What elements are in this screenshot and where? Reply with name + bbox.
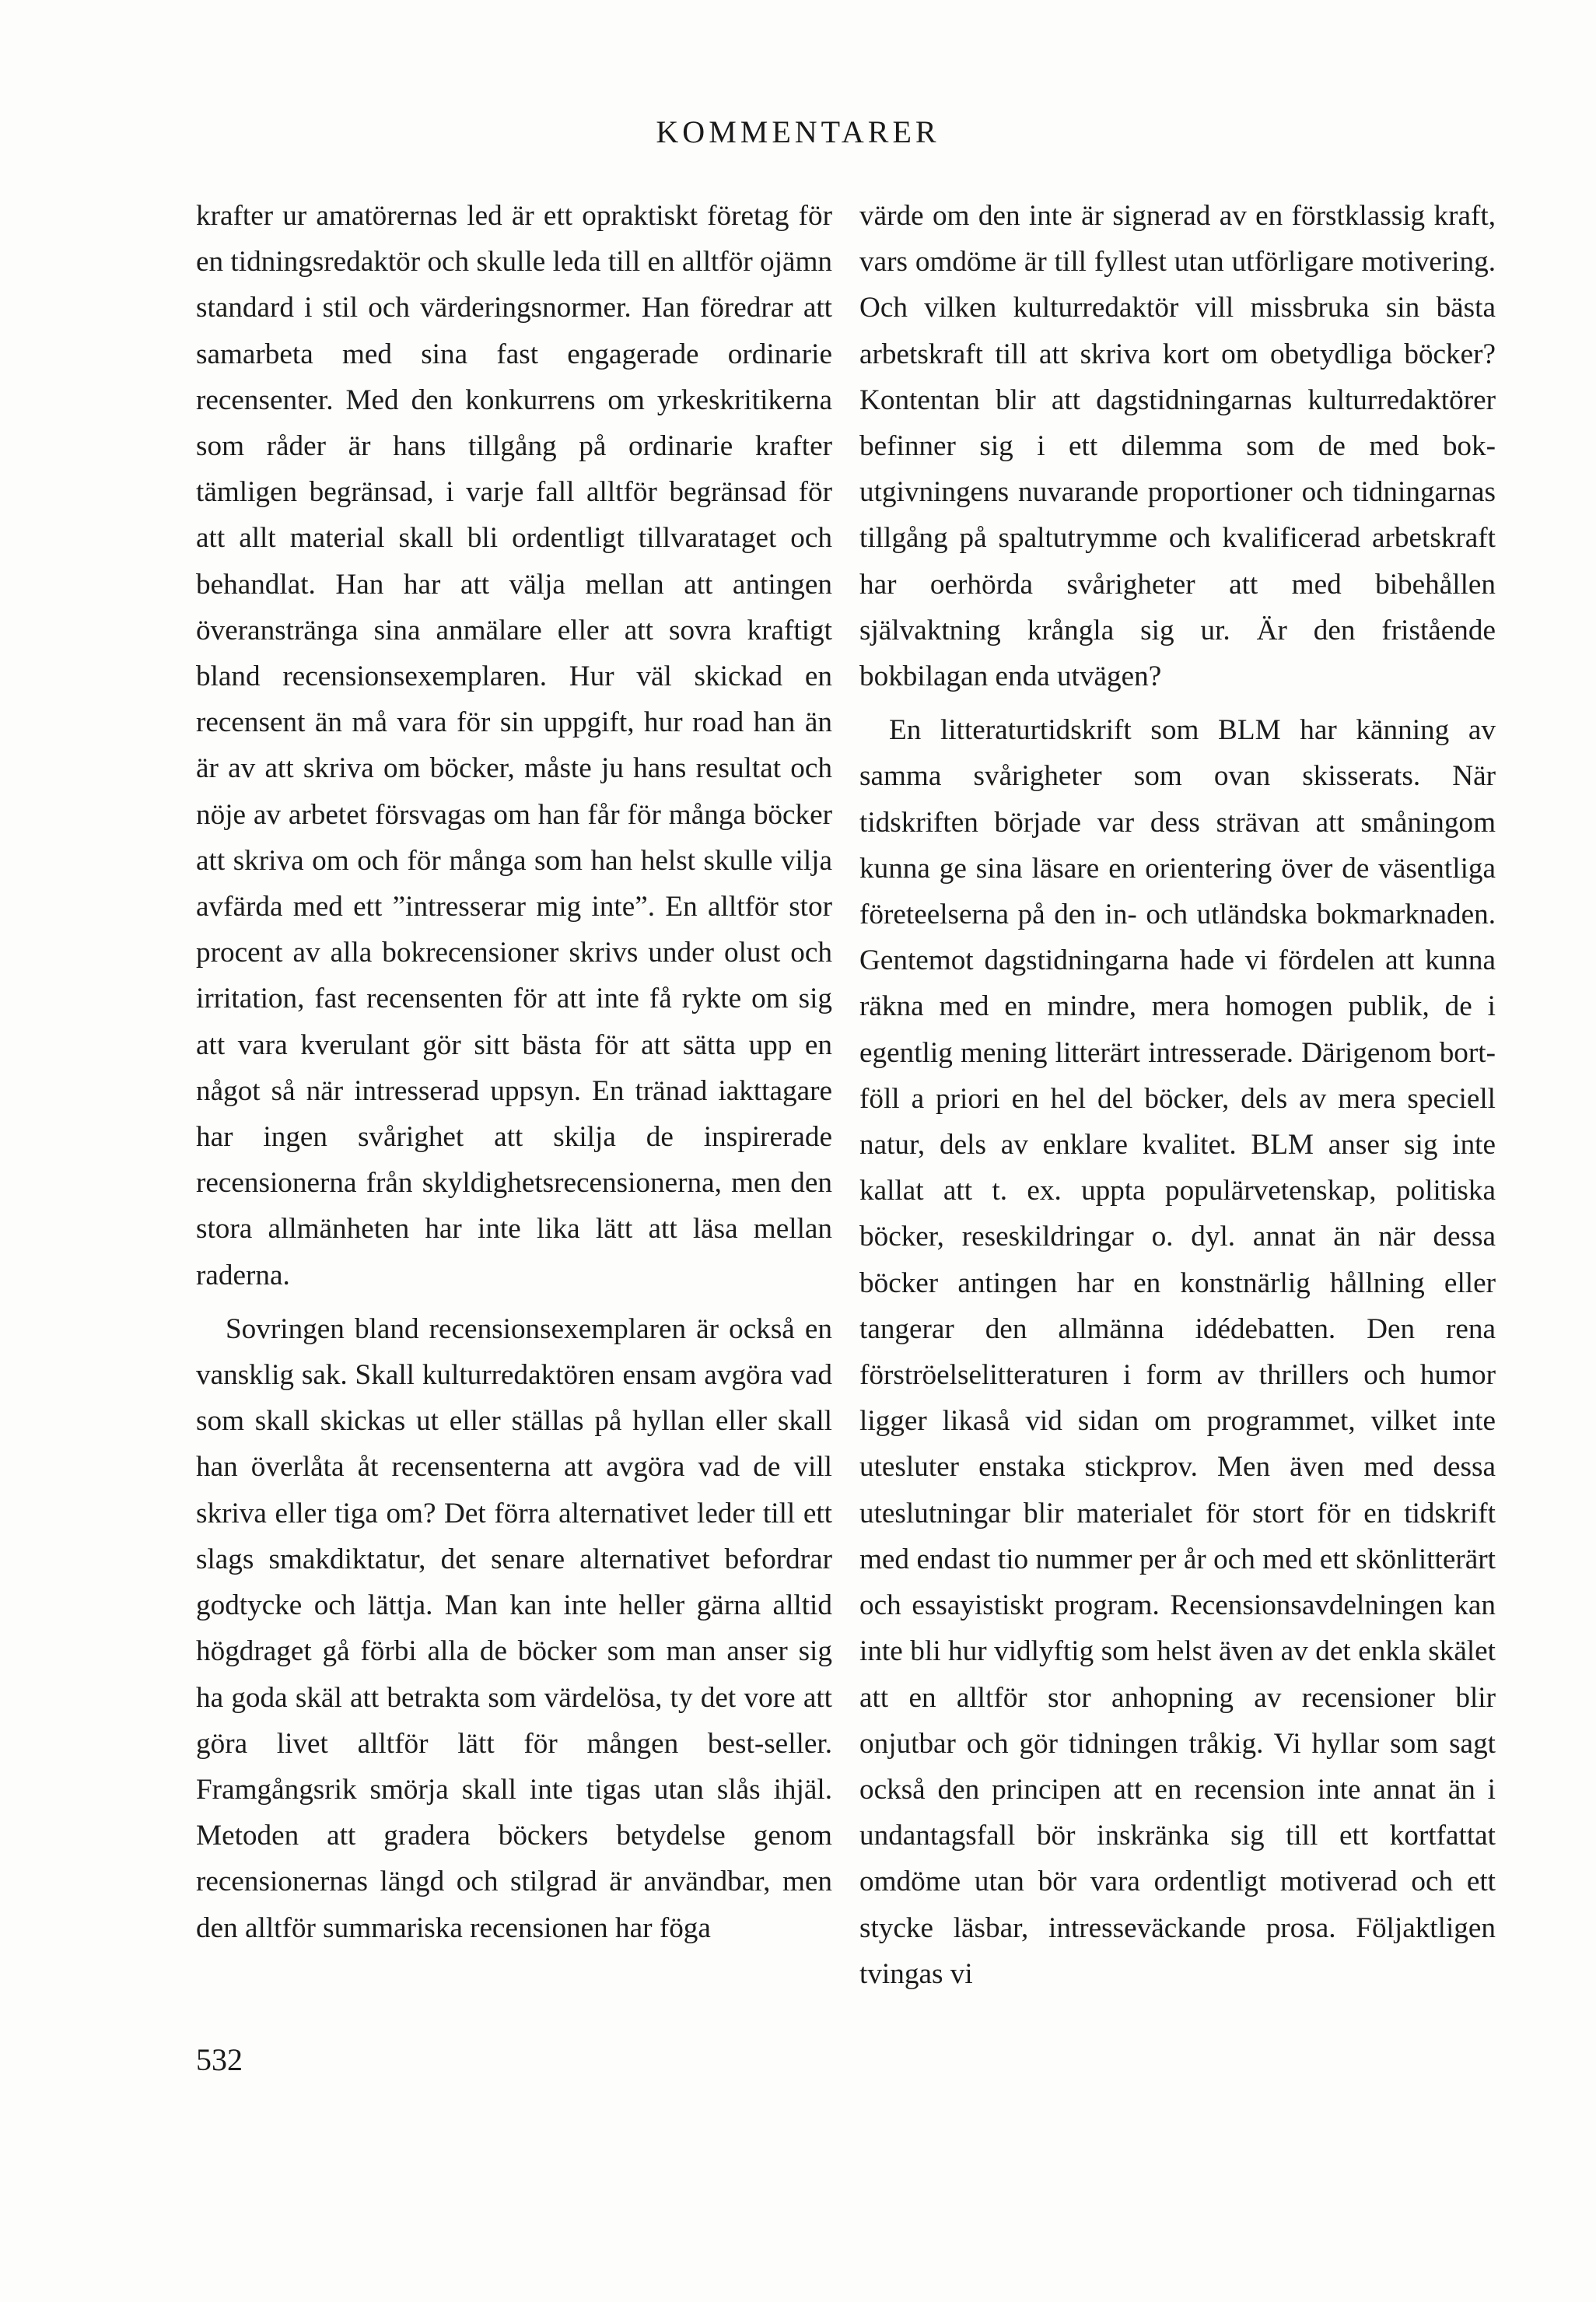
paragraph: krafter ur amatörernas led är ett opraktiskt företag för en tidningsredaktör och skulle leda till en alltför ojämn standard i stil och värderingsnormer. Han föredrar att samarbeta med sina fast engagerade ordinarie recensenter. Med den konkurrens om yrkeskritikerna som råder är hans tillgång på ordinarie krafter tämligen begränsad, i varje fall alltför begränsad för att allt material skall bli ordentligt tillvarataget och behandlat. Han har att välja mellan att antingen överanstränga sina anmälare eller att sovra kraftigt bland recensionsexemplaren. Hur väl skickad en recensent än må vara för sin uppgift, hur road han än är av att skriva om böcker, måste ju hans resultat och nöje av arbetet försvagas om han får för många böcker att skriva om och för många som han helst skulle vilja avfärda med ett ”intresserar mig inte”. En alltför stor procent av alla bokrecensioner skrivs under olust och irritation, fast recensenten för att inte få rykte om sig att vara kverulant gör sitt bästa för att sätta upp en något så när intresserad uppsyn. En tränad iakttagare har ingen svårighet att skilja de inspirerade recensionerna från skyldighetsrecensionerna, men den stora allmänheten har inte lika lätt att läsa mellan raderna. [196, 200, 832, 1291]
paragraph: Sovringen bland recensionsexemplaren är också en vansklig sak. Skall kulturredaktören ensam avgöra vad som skall skickas ut eller ställas på hyllan eller skall han överlåta åt recensenterna att avgöra vad de vill skriva eller tiga om? Det förra alternativet leder till ett slags smakdiktatur, det senare alternativet befordrar godtycke och lättja. Man kan inte heller gärna alltid högdraget gå förbi alla de böcker som man anser sig ha goda skäl att betrakta som värdelösa, ty det vore att göra livet alltför lätt för mången best-seller. Framgångsrik smörja skall inte tigas utan slås ihjäl. Metoden att gradera böckers betydelse genom recensionernas längd och stilgrad är användbar, men den alltför summariska recensionen har föga [196, 1312, 832, 1944]
left-text-column [196, 193, 832, 1951]
paragraph: En litteraturtidskrift som BLM har känning av samma svårigheter som ovan skisserats. När tidskriften började var dess strävan att småningom kunna ge sina läsare en orientering över de väsentliga företeelserna på den in- och utländska bokmarknaden. Gentemot dagstidningarna hade vi fördelen att kunna räkna med en mindre, mera homogen publik, de i egentlig mening litterärt intresserade. Därigenom bortföll a priori en hel del böcker, dels av mera speciell natur, dels av enklare kvalitet. BLM anser sig inte kallat att t. ex. uppta populärvetenskap, politiska böcker, reseskildringar o. dyl. annat än när dessa böcker antingen har en konstnärlig hållning eller tangerar den allmänna idédebatten. Den rena förströelselitteraturen i form av thrillers och humor ligger likaså vid sidan om programmet, vilket inte utesluter enstaka stickprov. Men även med dessa uteslutningar blir materialet för stort för en tidskrift med endast tio nummer per år och med ett skönlitterärt och essayistiskt program. Recensionsavdelningen kan inte bli hur vidlyftig som helst även av det enkla skälet att en alltför stor anhopning av recensioner blir onjutbar och gör tidningen tråkig. Vi hyllar som sagt också den principen att en recension inte annat än i undantagsfall bör inskränka sig till ett kortfattat omdöme utan bör vara ordentligt motiverad och ett stycke läsbar, intresseväckande prosa. Följaktligen tvingas vi [859, 714, 1496, 1990]
running-header-title: KOMMENTARER [656, 114, 940, 149]
right-text-column [859, 193, 1496, 1997]
paragraph: värde om den inte är signerad av en förstklassig kraft, vars omdöme är till fyllest utan utförligare motivering. Och vilken kulturredaktör vill missbruka sin bästa arbetskraft till att skriva kort om obetydliga böcker? Kontentan blir att dagstidningarnas kulturredaktörer befinner sig i ett dilemma som de med bokutgivningens nuvarande proportioner och tidningarnas tillgång på spaltutrymme och kvalificerad arbetskraft har oerhörda svårigheter att med bibehållen självaktning krångla sig ur. Är den fristående bokbilagan enda utvägen? [859, 200, 1496, 693]
page-number: 532 [196, 2042, 243, 2077]
